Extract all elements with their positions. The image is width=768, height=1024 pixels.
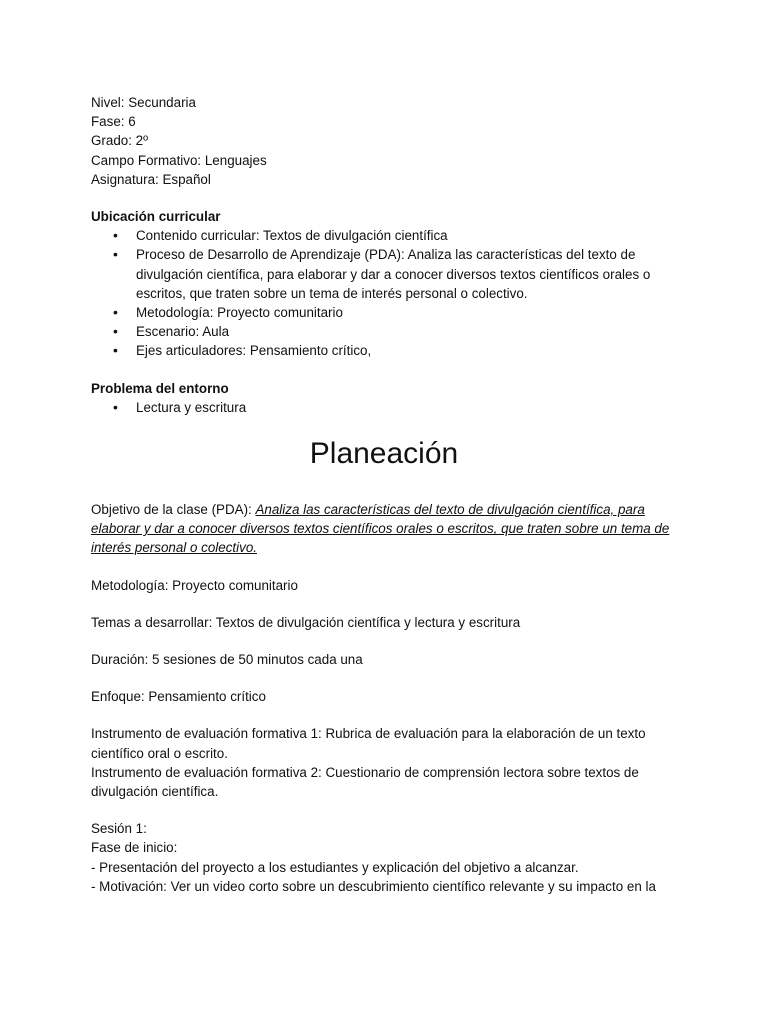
instrumento-2-paragraph: Instrumento de evaluación formativa 2: Cuestionario de comprensión lectora sobre textos de divulgación científica.: [91, 764, 639, 800]
list-item: • Lectura y escritura: [91, 398, 691, 417]
metodologia-line: Metodología: Proyecto comunitario: [91, 577, 298, 593]
fase-line: Fase: 6: [91, 114, 136, 130]
page-title: Planeación: [309, 437, 459, 471]
temas-line: Temas a desarrollar: Textos de divulgación científica y lectura y escritura: [91, 614, 521, 630]
sesion-1-line-1: - Presentación del proyecto a los estudiantes y explicación del objetivo a alcanzar.: [91, 859, 579, 875]
sesion-1-line-2: - Motivación: Ver un video corto sobre un descubrimiento científico relevante y su impacto en la: [91, 878, 656, 894]
document-content: [91, 93, 691, 896]
instrumento-1-paragraph: Instrumento de evaluación formativa 1: Rubrica de evaluación para la elaboración de un texto científico oral o escrito.: [91, 726, 646, 761]
sesion-1-fase: Fase de inicio:: [91, 840, 178, 856]
list-item: • Metodología: Proyecto comunitario: [91, 303, 691, 322]
nivel-line: Nivel: Secundaria: [91, 95, 196, 110]
enfoque-line: Enfoque: Pensamiento crítico: [91, 689, 266, 705]
problema-entorno-heading: Problema del entorno: [91, 380, 229, 396]
asignatura-line: Asignatura: Español: [91, 171, 211, 187]
list-item: • Proceso de Desarrollo de Aprendizaje (PDA): Analiza las características del texto de divulgación científica, para elaborar y dar a conocer diversos textos científicos orales o escritos, que traten sobre un tema de interés personal o colectivo.: [91, 245, 681, 303]
list-item: • Ejes articuladores: Pensamiento crítico,: [91, 341, 691, 360]
campo-formativo-line: Campo Formativo: Lenguajes: [91, 152, 267, 168]
duracion-line: Duración: 5 sesiones de 50 minutos cada una: [91, 652, 363, 668]
objetivo-label: Objetivo de la clase (PDA):: [91, 502, 256, 518]
list-item: • Contenido curricular: Textos de divulgación científica: [91, 226, 691, 245]
sesion-1-title: Sesión 1:: [91, 821, 147, 837]
problema-entorno-list: [91, 398, 691, 417]
objetivo-text: Analiza las características del texto de divulgación científica, para elaborar y dar a conocer diversos textos científicos orales o escritos, que traten sobre un tema de interés personal o colectivo.: [91, 502, 670, 556]
grado-line: Grado: 2º: [91, 133, 148, 149]
ubicacion-curricular-list: [91, 226, 691, 360]
ubicacion-curricular-heading: Ubicación curricular: [91, 209, 221, 225]
objetivo-paragraph: [91, 500, 676, 558]
list-item: • Escenario: Aula: [91, 322, 691, 341]
spacer: [91, 361, 691, 379]
spacer: [91, 189, 691, 207]
